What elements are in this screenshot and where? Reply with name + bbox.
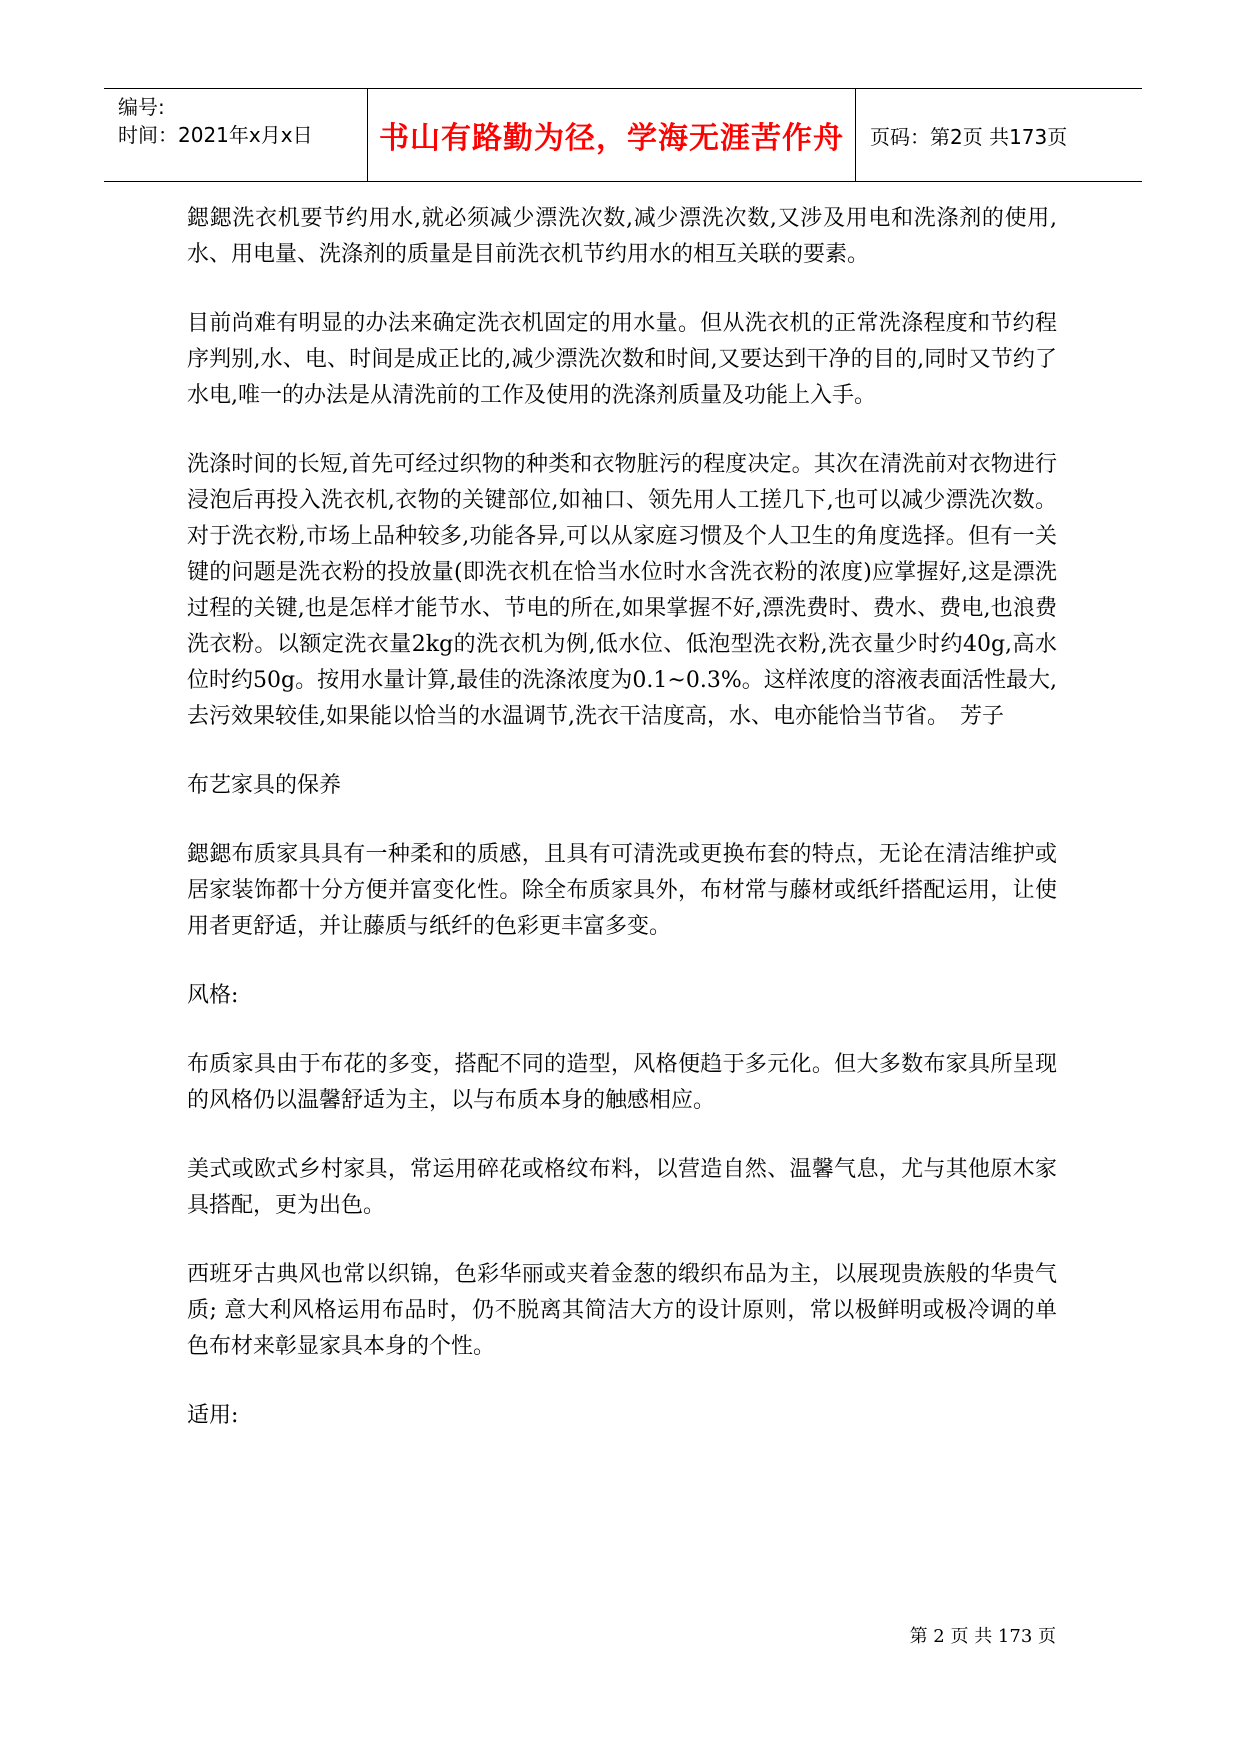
paragraph-spanish-italian-style: 西班牙古典风也常以织锦，色彩华丽或夹着金葱的缎织布品为主，以展现贵族般的华贵气质; 意大利风格运用布品时，仍不脱离其简洁大方的设计原则，常以极鲜明或极冷调的单色布材来彰显家具本身的个性。 xyxy=(187,1262,1057,1359)
section-heading-style: 风格: xyxy=(187,983,239,1008)
paragraph-country-style: 美式或欧式乡村家具，常运用碎花或格纹布料，以营造自然、温馨气息，尤与其他原木家具搭配，更为出色。 xyxy=(187,1157,1057,1218)
section-heading-applicable: 适用: xyxy=(187,1403,239,1428)
document-time-label: 时间：2021年x月x日 xyxy=(118,123,313,147)
header-page-info: 页码：第2页 共173页 xyxy=(870,124,1068,149)
paragraph-washing-machine-water: 鍶鍶洗衣机要节约用水,就必须减少漂洗次数,减少漂洗次数,又涉及用电和洗涤剂的使用,水、用电量、洗涤剂的质量是目前洗衣机节约用水的相互关联的要素。 xyxy=(187,206,1057,267)
section-heading-fabric-furniture: 布艺家具的保养 xyxy=(187,773,342,798)
header-motto: 书山有路勤为径，学海无涯苦作舟 xyxy=(368,89,856,181)
paragraph-style-diversity: 布质家具由于布花的多变，搭配不同的造型，风格便趋于多元化。但大多数布家具所呈现的风格仍以温馨舒适为主，以与布质本身的触感相应。 xyxy=(187,1052,1057,1113)
header-meta xyxy=(104,89,368,181)
paragraph-water-usage: 目前尚难有明显的办法来确定洗衣机固定的用水量。但从洗衣机的正常洗涤程度和节约程序判别,水、电、时间是成正比的,减少漂洗次数和时间,又要达到干净的目的,同时又节约了水电,唯一的办法是从清洗前的工作及使用的洗涤剂质量及功能上入手。 xyxy=(187,311,1057,408)
page-footer: 第 2 页 共 173 页 xyxy=(909,1626,1056,1647)
document-number-label: 编号: xyxy=(118,95,165,119)
page-header xyxy=(104,88,1142,182)
paragraph-fabric-furniture-intro: 鍶鍶布质家具具有一种柔和的质感，且具有可清洗或更换布套的特点，无论在清洁维护或居家装饰都十分方便并富变化性。除全布质家具外，布材常与藤材或纸纤搭配运用，让使用者更舒适，并让藤质与纸纤的色彩更丰富多变。 xyxy=(187,842,1057,939)
document-body xyxy=(187,201,1057,1467)
paragraph-washing-time: 洗涤时间的长短,首先可经过织物的种类和衣物脏污的程度决定。其次在清洗前对衣物进行浸泡后再投入洗衣机,衣物的关键部位,如袖口、领先用人工搓几下,也可以减少漂洗次数。对于洗衣粉,市场上品种较多,功能各异,可以从家庭习惯及个人卫生的角度选择。但有一关键的问题是洗衣粉的投放量(即洗衣机在恰当水位时水含洗衣粉的浓度)应掌握好,这是漂洗过程的关键,也是怎样才能节水、节电的所在,如果掌握不好,漂洗费时、费水、费电,也浪费洗衣粉。以额定洗衣量2kg的洗衣机为例,低水位、低泡型洗衣粉,洗衣量少时约40g,高水位时约50g。按用水量计算,最佳的洗涤浓度为0.1~0.3%。这样浓度的溶液表面活性最大,去污效果较佳,如果能以恰当的水温调节,洗衣干洁度高，水、电亦能恰当节省。 芳子 xyxy=(187,452,1057,729)
